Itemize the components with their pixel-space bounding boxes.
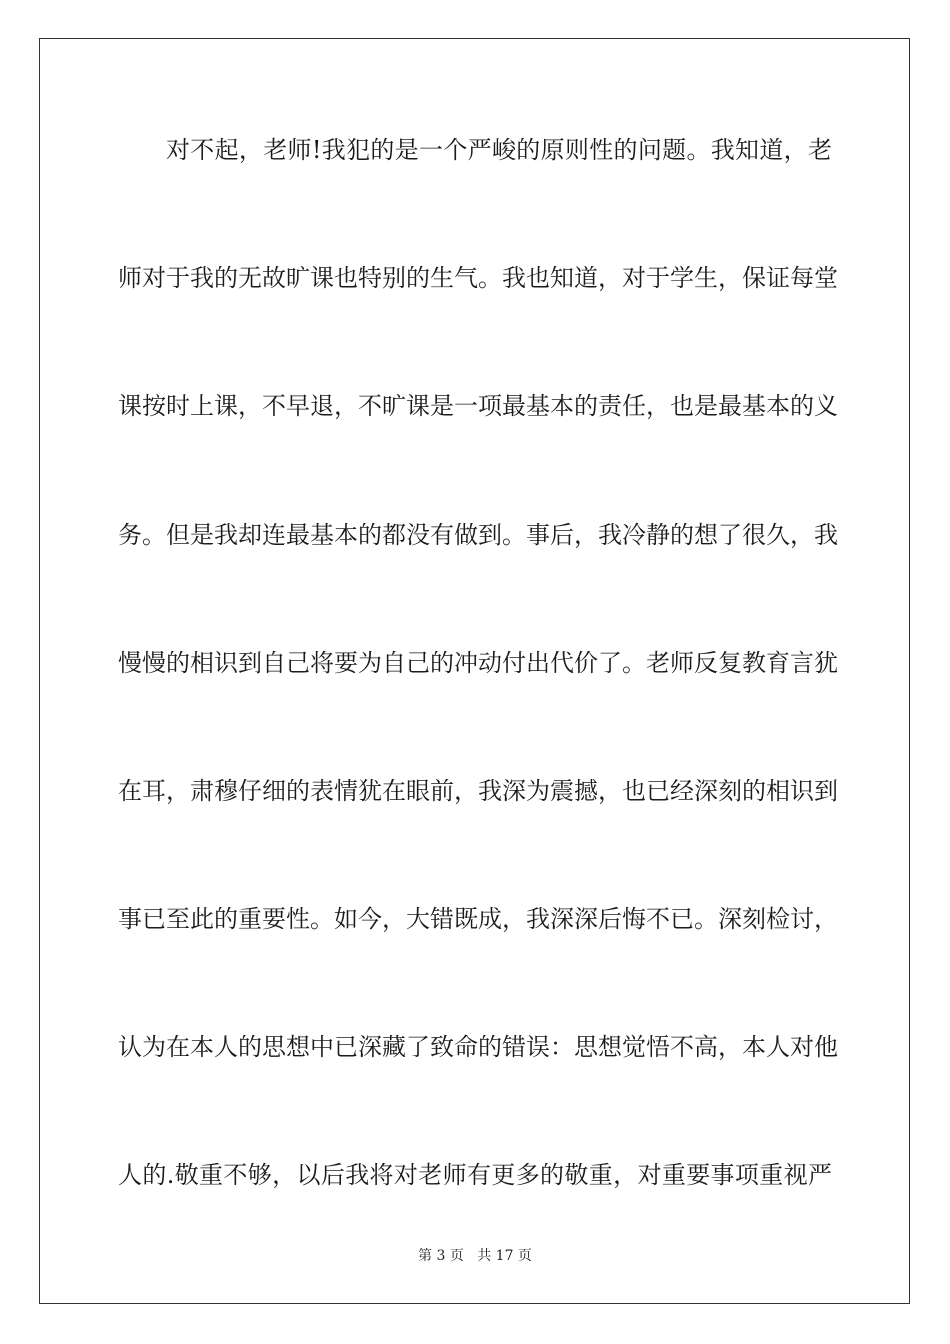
- body-text-line: 师对于我的无故旷课也特别的生气。我也知道，对于学生，保证每堂: [118, 264, 838, 292]
- body-text-line: 务。但是我却连最基本的都没有做到。事后，我冷静的想了很久，我: [118, 521, 838, 549]
- page-number: 第 3 页: [418, 1248, 464, 1264]
- body-text-line: 课按时上课，不早退，不旷课是一项最基本的责任，也是最基本的义: [118, 392, 838, 420]
- body-text-line: 慢慢的相识到自己将要为自己的冲动付出代价了。老师反复教育言犹: [118, 649, 838, 677]
- page-total: 共 17 页: [477, 1248, 532, 1264]
- footer-spacer: [464, 1248, 477, 1264]
- body-text-line: 在耳，肃穆仔细的表情犹在眼前，我深为震撼，也已经深刻的相识到: [118, 777, 838, 805]
- body-text-line: 认为在本人的思想中已深藏了致命的错误：思想觉悟不高，本人对他: [118, 1033, 838, 1061]
- body-text-line: 对不起，老师!我犯的是一个严峻的原则性的问题。我知道，老: [166, 136, 832, 164]
- page-footer: [0, 1246, 950, 1266]
- body-text-line: 事已至此的重要性。如今，大错既成，我深深后悔不已。深刻检讨，: [118, 905, 838, 933]
- body-text-line: 人的.敬重不够，以后我将对老师有更多的敬重，对重要事项重视严: [118, 1161, 832, 1189]
